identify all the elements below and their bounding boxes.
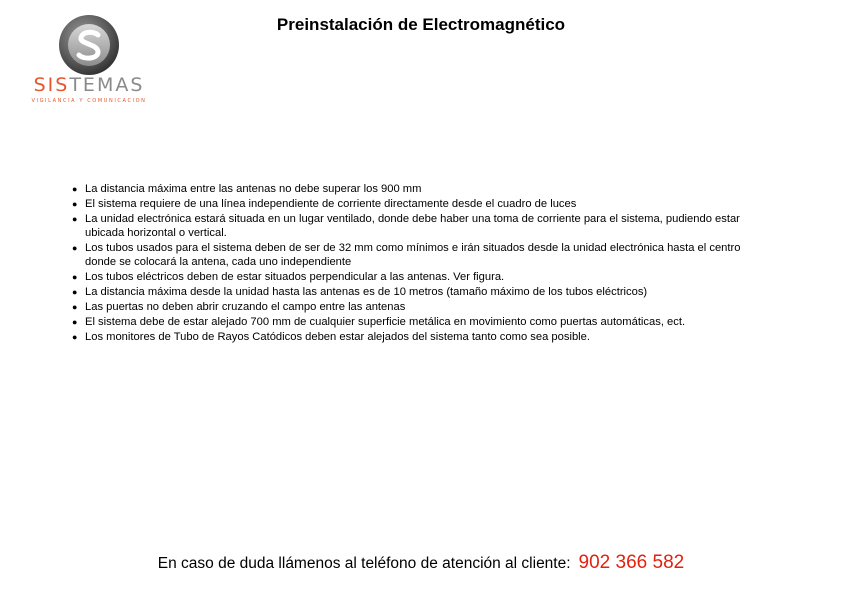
list-item	[72, 212, 765, 241]
list-item	[72, 241, 765, 270]
brand-tagline: VIGILANCIA Y COMUNICACION	[31, 98, 147, 104]
brand-name-part2: TEMAS	[69, 74, 145, 96]
list-item	[72, 330, 765, 344]
bullet-icon: ●	[72, 198, 78, 209]
list-item	[72, 270, 765, 284]
list-item-text: Las puertas no deben abrir cruzando el campo entre las antenas	[85, 300, 406, 313]
page-title: Preinstalación de Electromagnético	[276, 15, 566, 34]
bullet-icon: ●	[72, 331, 78, 342]
bullet-icon: ●	[72, 242, 78, 253]
list-item-text: La distancia máxima entre las antenas no debe superar los 900 mm	[85, 183, 422, 195]
phone-number: 902 366 582	[578, 552, 685, 573]
brand-name	[14, 74, 164, 96]
list-item-text: La distancia máxima desde la unidad hasta las antenas es de 10 metros (tamaño máximo de los tubos eléctricos)	[85, 286, 648, 299]
list-item	[72, 182, 765, 196]
list-item-text: Los tubos eléctricos deben de estar situados perpendicular a las antenas. Ver figura.	[85, 271, 505, 284]
list-item-text: El sistema debe de estar alejado 700 mm de cualquier superficie metálica en movimiento como puertas automáticas, ect.	[85, 315, 686, 328]
list-item-text: La unidad electrónica estará situada en un lugar ventilado, donde debe haber una toma de corriente para el sistema, pudiendo estar ubicada horizontal o vertical.	[85, 212, 740, 240]
bullet-icon: ●	[72, 316, 78, 327]
list-item-text: Los monitores de Tubo de Rayos Catódicos deben estar alejados del sistema tanto como sea posible.	[85, 330, 590, 343]
brand-name-part1: SIS	[33, 74, 70, 96]
list-item	[72, 315, 765, 329]
bullet-icon: ●	[72, 301, 78, 312]
list-item	[72, 285, 765, 299]
bullet-icon: ●	[72, 287, 78, 298]
list-item-text: El sistema requiere de una línea independiente de corriente directamente desde el cuadro de luces	[85, 197, 577, 210]
bullet-icon: ●	[72, 184, 78, 194]
bullet-icon: ●	[72, 213, 78, 224]
list-item	[72, 300, 765, 314]
bullet-icon: ●	[72, 272, 78, 283]
list-item	[72, 197, 765, 211]
requirements-list	[72, 182, 765, 345]
contact-text: En caso de duda llámenos al teléfono de atención al cliente:	[157, 555, 571, 572]
list-item-text: Los tubos usados para el sistema deben de ser de 32 mm como mínimos e irán situados desde la unidad electrónica hasta el centro donde se colocará la antena, cada uno independiente	[85, 241, 741, 269]
contact-footer	[0, 552, 842, 574]
